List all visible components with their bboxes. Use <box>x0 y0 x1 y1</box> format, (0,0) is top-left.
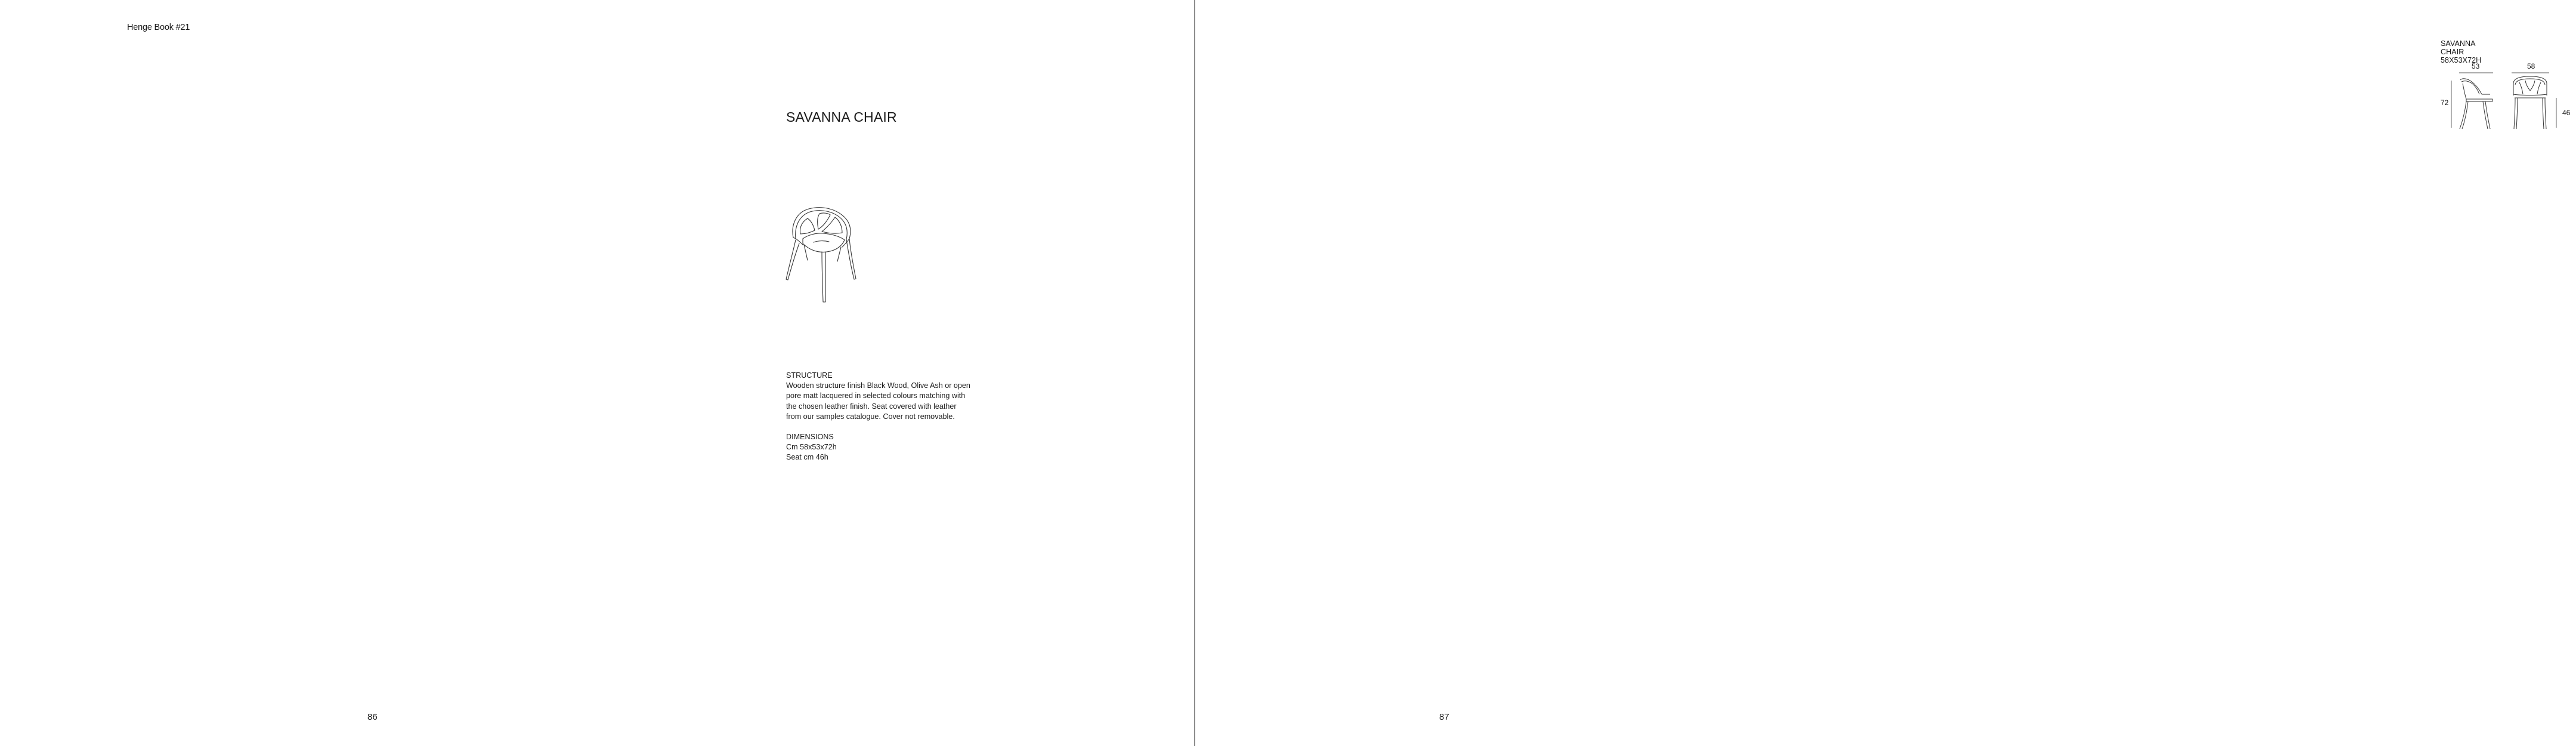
product-title: SAVANNA CHAIR <box>786 109 897 125</box>
right-page <box>1196 0 2571 746</box>
dimensions-heading: DIMENSIONS <box>786 433 834 442</box>
dimension-title: SAVANNA CHAIR 58X53X72H <box>2441 39 2482 64</box>
dimensions-line: Seat cm 46h <box>786 453 828 462</box>
structure-line: pore matt lacquered in selected colours matching with <box>786 392 966 400</box>
product-specs <box>786 371 977 463</box>
structure-heading: STRUCTURE <box>786 371 833 380</box>
technical-drawing <box>2439 60 2576 131</box>
book-title: Henge Book #21 <box>127 23 190 32</box>
structure-line: Wooden structure finish Black Wood, Olive Ash or open <box>786 381 970 390</box>
structure-line: the chosen leather finish. Seat covered with leather <box>786 402 957 411</box>
dim-height: 72 <box>2441 98 2449 107</box>
page-gutter-divider <box>1194 0 1195 746</box>
left-page <box>0 0 1195 746</box>
page-number-right: 87 <box>1439 712 1449 722</box>
dim-seat-height: 46 <box>2562 109 2571 117</box>
structure-line: from our samples catalogue. Cover not removable. <box>786 412 955 421</box>
chair-side-view-icon <box>2460 79 2492 129</box>
dim-front-width: 58 <box>2527 62 2535 70</box>
page-number-left: 86 <box>367 712 378 722</box>
chair-perspective-icon <box>785 202 862 304</box>
dim-side-width: 53 <box>2472 62 2480 70</box>
dimensions-line: Cm 58x53x72h <box>786 443 837 452</box>
chair-front-view-icon <box>2513 76 2547 129</box>
